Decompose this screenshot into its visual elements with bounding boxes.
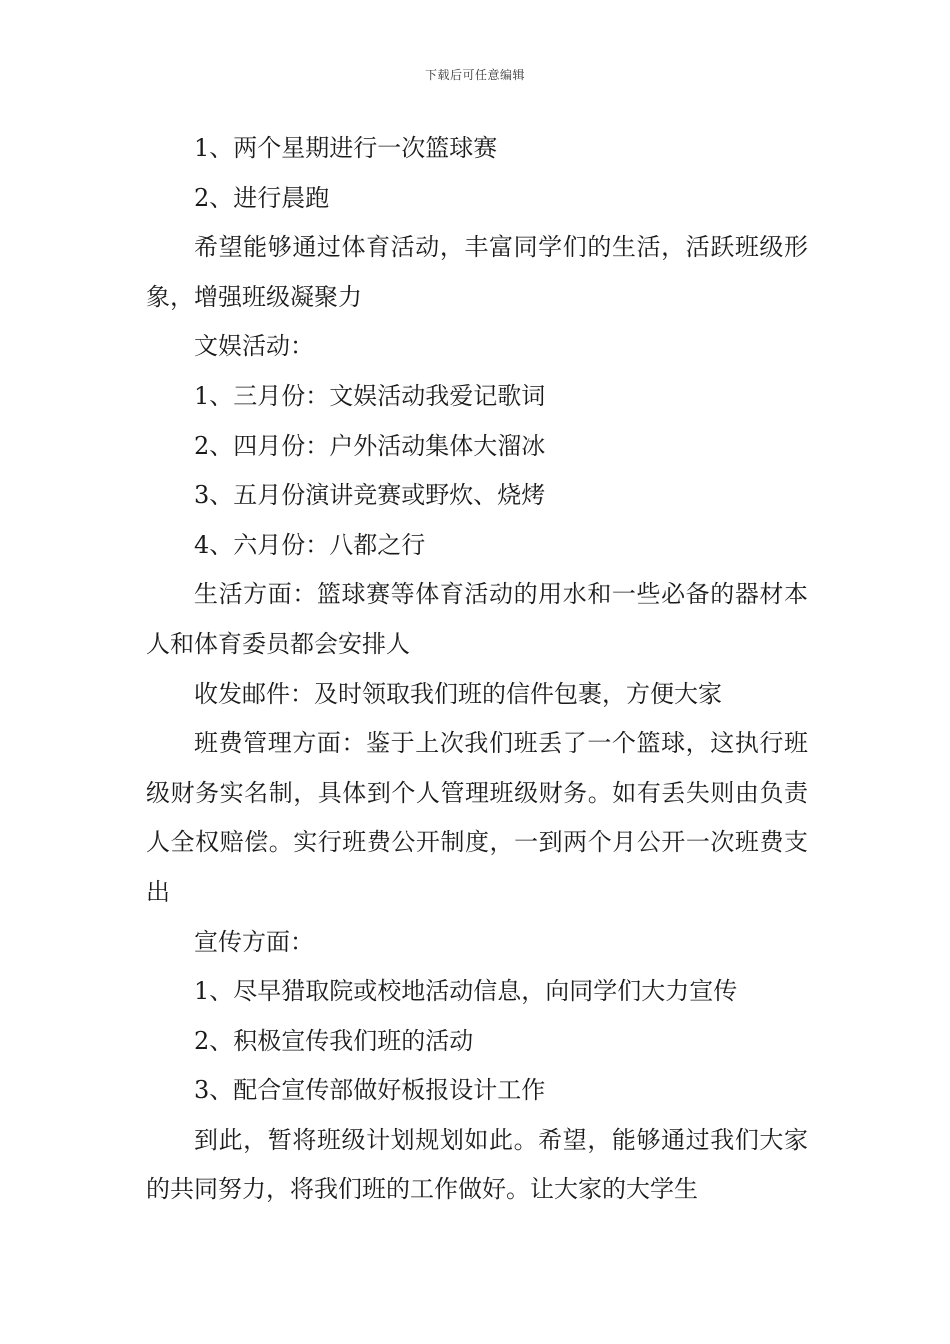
paragraph-june: 4、六月份：八都之行 xyxy=(194,530,426,559)
paragraph-may: 3、五月份演讲竞赛或野炊、烧烤 xyxy=(194,481,546,510)
paragraph-class-fees: 班费管理方面：鉴于上次我们班丢了一个篮球，这执行班级财务实名制，具体到个人管理班级财务。如有丢失则由负责人全权赔偿。实行班费公开制度，一到两个月公开一次班费支出 xyxy=(146,729,808,906)
paragraph-april: 2、四月份：户外活动集体大溜冰 xyxy=(194,431,546,460)
document-body xyxy=(146,124,808,1215)
paragraph-life: 生活方面：篮球赛等体育活动的用水和一些必备的器材本人和体育委员都会安排人 xyxy=(146,580,808,658)
paragraph-publicity-3: 3、配合宣传部做好板报设计工作 xyxy=(194,1076,546,1105)
paragraph-mail: 收发邮件：及时领取我们班的信件包裹，方便大家 xyxy=(194,679,722,708)
page-header: 下载后可任意编辑 xyxy=(424,68,525,82)
heading-publicity: 宣传方面： xyxy=(194,927,314,956)
paragraph-publicity-2: 2、积极宣传我们班的活动 xyxy=(194,1026,474,1055)
heading-entertainment: 文娱活动： xyxy=(194,332,314,361)
paragraph-basketball: 1、两个星期进行一次篮球赛 xyxy=(194,134,498,162)
paragraph-conclusion: 到此，暂将班级计划规划如此。希望，能够通过我们大家的共同努力，将我们班的工作做好。让大家的大学生 xyxy=(146,1125,808,1204)
paragraph-march: 1、三月份：文娱活动我爱记歌词 xyxy=(194,381,546,410)
paragraph-sports-goal: 希望能够通过体育活动，丰富同学们的生活，活跃班级形象，增强班级凝聚力 xyxy=(146,233,808,311)
paragraph-morning-run: 2、进行晨跑 xyxy=(194,183,330,212)
paragraph-publicity-1: 1、尽早猎取院或校地活动信息，向同学们大力宣传 xyxy=(194,977,738,1006)
